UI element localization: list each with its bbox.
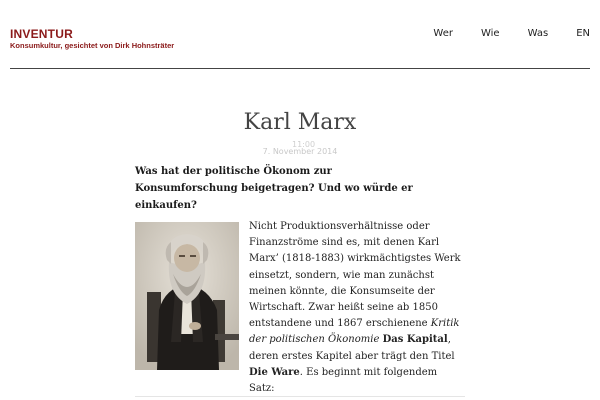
site-header (0, 0, 600, 70)
quote-divider (135, 396, 465, 397)
post-time: 11:00 (292, 140, 316, 149)
site-subtitle: Konsumkultur, gesichtet von Dirk Hohnsträter (10, 41, 175, 50)
post-body (249, 219, 464, 397)
main-nav (405, 27, 590, 41)
post-meta (0, 139, 600, 156)
site-brand[interactable] (10, 27, 174, 51)
body-text-3: , deren erstes Kapitel aber trägt den Titel (249, 334, 455, 362)
nav-item-en[interactable]: EN (576, 28, 590, 39)
nav-item-was[interactable]: Was (527, 28, 549, 39)
header-divider (10, 68, 590, 69)
post-body-paragraph (249, 219, 464, 397)
nav-item-wer[interactable]: Wer (433, 28, 453, 39)
portrait-image (135, 222, 239, 370)
book-title-kritik: Kritik der politischen Ökonomie (249, 318, 460, 346)
post-lead: Was hat der politische Ökonom zur Konsumforschung beigetragen? Und wo würde er einkaufen? (135, 166, 413, 211)
nav-item-wie[interactable]: Wie (480, 28, 500, 39)
chapter-title-ware: Die Ware (249, 366, 300, 378)
book-title-kapital: Das Kapital (382, 334, 448, 346)
post-title: Karl Marx (243, 110, 357, 135)
post-date: 7. November 2014 (262, 147, 338, 156)
body-text-4: . Es beginnt mit folgendem Satz: (249, 366, 438, 395)
body-text-1: Nicht Produktionsverhältnisse oder Finanzströme sind es, mit denen Karl Marx’ (1818-1883) wirkmächtigstes Werk einsetzt, sondern, wie man zunächst meinen könnte, die Konsumseite der Wirtschaft. Zwar heißt seine ab 1850 entstandene und 1867 erschienene (249, 221, 461, 330)
site-title[interactable]: INVENTUR (10, 27, 73, 41)
